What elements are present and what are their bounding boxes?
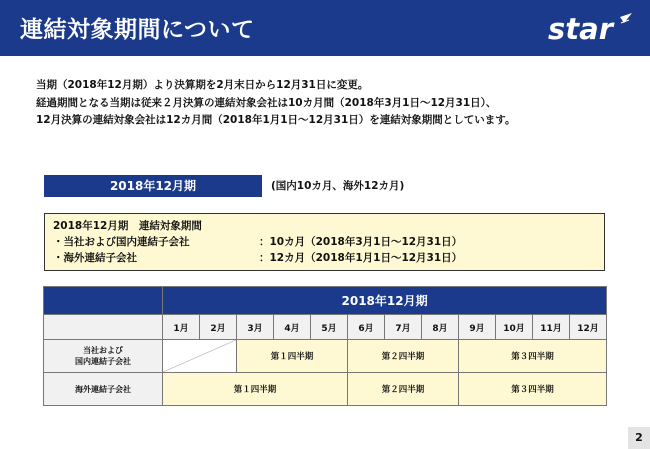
- overseas-row-label: 海外連結子会社: [44, 373, 163, 406]
- domestic-label-line: 国内連結子会社: [75, 357, 131, 366]
- fiscal-period-label: 2018年12月期: [44, 175, 262, 197]
- month-cell: 2月: [200, 315, 237, 340]
- diagonal-line: [163, 340, 236, 372]
- fiscal-period-note: (国内10カ月、海外12カ月): [271, 180, 405, 192]
- domestic-q2-cell: 第２四半期: [348, 340, 459, 373]
- domestic-row-label: [44, 340, 163, 373]
- month-cell: 4月: [274, 315, 311, 340]
- month-cell: 9月: [459, 315, 496, 340]
- consolidation-summary-box: [44, 213, 605, 271]
- summary-heading: [53, 218, 596, 234]
- month-cell: 3月: [237, 315, 274, 340]
- intro-line: 当期（2018年12月期）より決算期を2月末日から12月31日に変更。: [36, 79, 369, 91]
- consolidation-schedule-table: [43, 286, 607, 406]
- summary-period: ：12カ月（2018年1月1日～12月31日）: [259, 252, 463, 264]
- month-cell: 7月: [385, 315, 422, 340]
- overseas-q3-cell: 第３四半期: [459, 373, 607, 406]
- domestic-row: [44, 340, 607, 373]
- month-cell: 6月: [348, 315, 385, 340]
- summary-heading-text: 2018年12月期 連結対象期間: [53, 220, 202, 232]
- month-cell: 11月: [533, 315, 570, 340]
- summary-row: [53, 234, 596, 250]
- month-cell: 1月: [163, 315, 200, 340]
- intro-line: 12月決算の連結対象会社は12カ月間（2018年1月1日～12月31日）を連結対象期間としています。: [36, 114, 516, 126]
- year-header: 2018年12月期: [163, 287, 607, 315]
- page-number: 2: [628, 427, 650, 449]
- month-cell: 8月: [422, 315, 459, 340]
- summary-entity: ・当社および国内連結子会社: [53, 236, 190, 248]
- star-logo: [547, 11, 633, 45]
- domestic-q1-cell: 第１四半期: [237, 340, 348, 373]
- month-row: [44, 315, 607, 340]
- month-cell: 10月: [496, 315, 533, 340]
- summary-period: ：10カ月（2018年3月1日～12月31日）: [259, 236, 463, 248]
- intro-text: [36, 77, 636, 130]
- page-title: 連結対象期間について: [20, 17, 255, 43]
- title-bar: [0, 0, 650, 56]
- domestic-label-line: 当社および: [83, 346, 123, 355]
- month-cell: 12月: [570, 315, 607, 340]
- overseas-q2-cell: 第２四半期: [348, 373, 459, 406]
- overseas-q1-cell: 第１四半期: [163, 373, 348, 406]
- month-corner-cell: [44, 315, 163, 340]
- summary-entity: ・海外連結子会社: [53, 252, 137, 264]
- domestic-q3-cell: 第３四半期: [459, 340, 607, 373]
- summary-row: [53, 250, 596, 266]
- header-corner-cell: [44, 287, 163, 315]
- intro-line: 経過期間となる当期は従来２月決算の連結対象会社は10カ月間（2018年3月1日～12月31日）、: [36, 96, 497, 109]
- excluded-period-cell: [163, 340, 237, 373]
- month-cell: 5月: [311, 315, 348, 340]
- overseas-row: [44, 373, 607, 406]
- table-header-row: [44, 287, 607, 315]
- logo-text: star: [548, 12, 613, 45]
